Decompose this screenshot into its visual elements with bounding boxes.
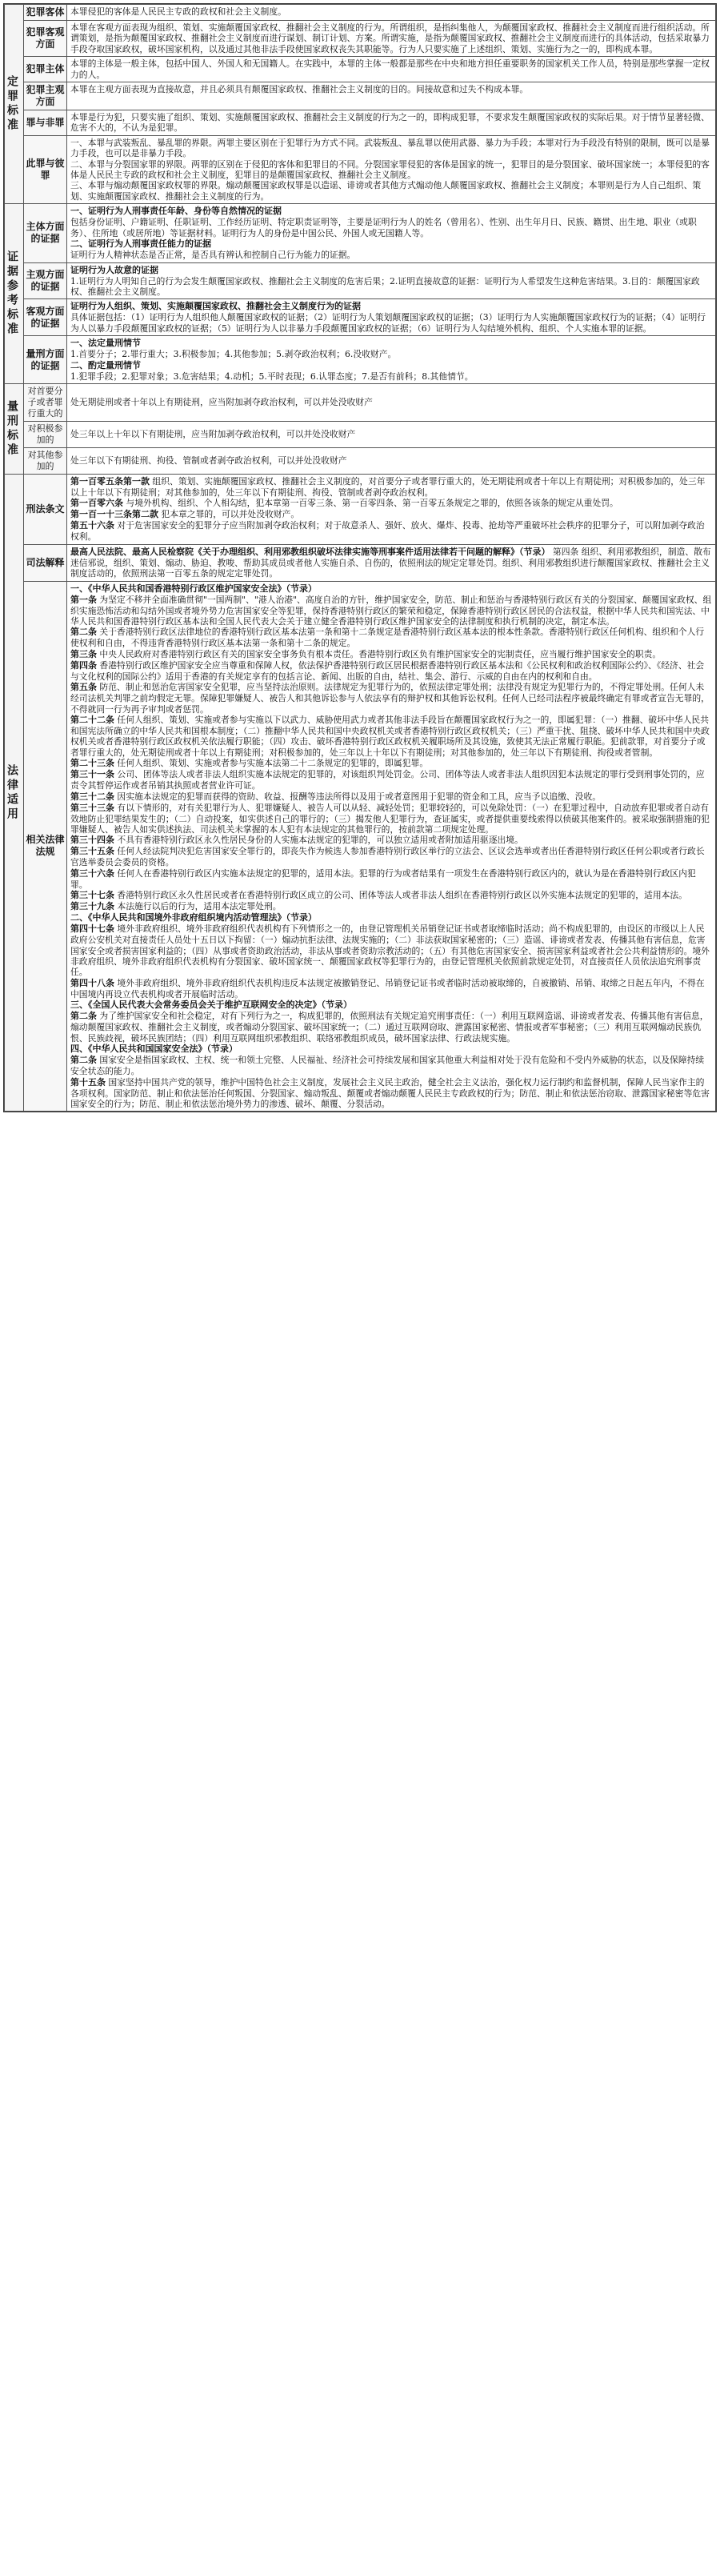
- law-article-title: 第五条: [70, 682, 97, 693]
- section-label: 法律适用: [6, 763, 18, 822]
- law-article-title: 第一条: [70, 594, 97, 605]
- content-line: 证明行为人精神状态是否正常，是否具有辨认和控制自己行为能力的证据。: [70, 250, 356, 261]
- section4-label-cell: [5, 474, 24, 1111]
- law-article-title: 第二十二条: [70, 715, 114, 725]
- law-article-title: 第二条: [70, 1055, 97, 1066]
- law-line: [70, 1055, 712, 1076]
- law-line: [70, 547, 712, 579]
- block-heading: 二、证明行为人刑事责任能力的证据: [70, 238, 211, 250]
- s3-row-content: [67, 421, 716, 447]
- section1-label-cell: [5, 5, 24, 204]
- law-line: [70, 1000, 712, 1011]
- s1-row-content: [67, 57, 716, 82]
- law-line: [70, 912, 712, 923]
- s1-row-content: [67, 135, 716, 203]
- law-line: [70, 1077, 712, 1110]
- law-article-text: 国家安全是指国家政权、主权、统一和领土完整、人民福祉、经济社会可持续发展和国家其他重大利益相对处于没有危险和不受内外威胁的状态，以及保障持续安全状态的能力。: [70, 1055, 705, 1077]
- law-line: [70, 835, 712, 846]
- law-article-title: 第一百零五条第一款: [70, 475, 150, 487]
- law-line: [70, 583, 712, 595]
- law-article-title: 三、《全国人民代表大会常务委员会关于维护互联网安全的决定》（节录）: [70, 1000, 352, 1011]
- s1-row: [5, 57, 716, 82]
- law-article-title: 第三十二条: [70, 791, 114, 802]
- s1-row-content: [67, 82, 716, 110]
- law-article-text: 公司、团体等法人或者非法人组织实施本法规定的犯罪的，对该组织判处罚金。公司、团体等法人或者非法人组织因犯本法规定的罪行受到刑事处罚的，应责令其暂停运作或者吊销其执照或者营业许可证。: [70, 769, 705, 791]
- content-line: 具体证据包括：（1）证明行为人组织他人颠覆国家政权的证据；（2）证明行为人策划颠覆国家政权的证据；（3）证明行为人实施颠覆国家政权行为的证据；（4）证明行为人以暴力手段颠覆国家政权的证据；（5）证明行为人以非暴力手段颠覆国家政权的证据；（6）证明行为人勾结境外机构、组织、个人实施本罪的证据。: [70, 312, 706, 334]
- sentencing-text: 处无期徒刑或者十年以上有期徒刑，应当附加剥夺政治权利，可以并处没收财产: [70, 397, 373, 408]
- s3-row-content: [67, 383, 716, 421]
- content-line: 1.首要分子；2.罪行重大；3.积极参加；4.其他参加；5.剥夺政治权利；6.没收财产。: [70, 349, 397, 360]
- sentencing-text: 处三年以下有期徒刑、拘役、管制或者剥夺政治权利，可以并处没收财产: [70, 455, 347, 467]
- s1-row-content: [67, 110, 716, 136]
- law-article-text: 因实施本法规定的犯罪而获得的资助、收益、报酬等违法所得以及用于或者意图用于犯罪的资金和工具，应当予以追缴、没收。: [114, 791, 602, 802]
- law-article-title: 最高人民法院、最高人民检察院《关于办理组织、利用邪教组织破坏法律实施等刑事案件适用法律若干问题的解释》（节录）: [70, 546, 550, 557]
- s1-row-label-cell: [24, 110, 67, 136]
- law-line: [70, 923, 712, 978]
- s3-row-content: [67, 447, 716, 474]
- s4-row-label-cell: [24, 544, 67, 581]
- law-article-text: 本法施行以后的行为，适用本法定罪处刑。: [114, 901, 282, 912]
- law-article-title: 第三十七条: [70, 890, 114, 901]
- law-line: [70, 715, 712, 758]
- law-article-title: 第三十九条: [70, 901, 114, 912]
- law-article-title: 第十五条: [70, 1076, 106, 1088]
- law-article-text: 境外非政府组织、境外非政府组织代表机构违反本法规定被撤销登记、吊销登记证书或者临时活动被取缔的，自被撤销、吊销、取缔之日起五年内，不得在中国境内再设立代表机构或者开展临时活动。: [70, 977, 705, 1000]
- law-article-title: 第五十六条: [70, 520, 114, 531]
- section3-label-cell: [5, 383, 24, 474]
- s1-row-content: [67, 5, 716, 21]
- law-article-text: 组织、策划、实施颠覆国家政权、推翻社会主义制度的，对首要分子或者罪行重大的，处无期徒刑或者十年以上有期徒刑；对积极参加的，处三年以上十年以下有期徒刑；对其他参加的，处三年以下有期徒刑、拘役、管制或者剥夺政治权利。: [70, 475, 706, 498]
- law-article-title: 第三十四条: [70, 835, 114, 846]
- s4-row-label-cell: [24, 581, 67, 1112]
- sentencing-text: 处三年以上十年以下有期徒刑，应当附加剥夺政治权利，可以并处没收财产: [70, 429, 356, 440]
- content-line: 本罪的主体是一般主体，包括中国人、外国人和无国籍人。在实践中，本罪的主体一般都是那些在中央和地方担任重要职务的国家机关工作人员，特别是那些掌握一定权力的人。: [70, 58, 710, 80]
- law-article-title: 第三十三条: [70, 802, 114, 813]
- content-line: 一、本罪与武装叛乱、暴乱罪的界限。两罪主要区别在于犯罪行为方式不同。武装叛乱、暴乱罪以使用武器、暴力为手段；本罪对行为手段没有特别的限制，既可以是暴力手段，也可以是非暴力手段。: [70, 137, 710, 159]
- law-line: [70, 769, 712, 791]
- law-line: [70, 758, 712, 769]
- s2-row-label-cell: [24, 336, 67, 384]
- row-label: 主观方面的证据: [26, 268, 65, 292]
- law-article-text: 关于香港特别行政区法律地位的香港特别行政区基本法第一条和第十二条规定是香港特别行政区基本法的根本性条款。香港特别行政区任何机构、组织和个人行使权利和自由，不得违背香港特别行政区基本法第一条和第十二条的规定。: [70, 627, 705, 649]
- content-line: 本罪在主观方面表现为直接故意，并且必须具有颠覆国家政权、推翻社会主义制度的目的。间接故意和过失不构成本罪。: [70, 84, 529, 95]
- s3-row-label-cell: [24, 383, 67, 421]
- block-heading: 一、法定量刑情节: [70, 338, 141, 349]
- law-line: [70, 509, 712, 520]
- s2-row-content: [67, 262, 716, 299]
- s1-row-label-cell: [24, 82, 67, 110]
- law-line: [70, 682, 712, 715]
- law-reference-sheet: [3, 3, 717, 1112]
- s4-row: [5, 474, 716, 544]
- content-line: 二、本罪与分裂国家罪的界限。两罪的区别在于侵犯的客体和犯罪目的不同。分裂国家罪侵犯的客体是国家的统一，犯罪目的是分裂国家、破坏国家统一；本罪侵犯的客体是人民民主专政的政权和社会主义制度，犯罪目的是颠覆国家政权、推翻社会主义制度。: [70, 158, 710, 181]
- law-article-text: 为了维护国家安全和社会稳定，对有下列行为之一，构成犯罪的，依照刑法有关规定追究刑事责任：（一）利用互联网造谣、诽谤或者发表、传播其他有害信息，煽动颠覆国家政权、推翻社会主义制度，或者煽动分裂国家、破坏国家统一；（二）通过互联网窃取、泄露国家秘密、情报或者军事秘密；（三）利用互联网煽动民族仇恨、民族歧视，破坏民族团结；（四）利用互联网组织邪教组织、联络邪教组织成员，破坏国家法律、行政法规实施。: [70, 1011, 709, 1044]
- s1-row: [5, 5, 716, 21]
- row-label: 司法解释: [26, 556, 65, 568]
- law-article-title: 第三条: [70, 648, 97, 659]
- law-article-title: 第三十一条: [70, 769, 114, 780]
- law-article-title: 第一百零六条: [70, 498, 123, 509]
- row-label: 对其他参加的: [27, 449, 63, 471]
- row-label: 对积极参加的: [27, 423, 63, 445]
- law-article-title: 四、《中华人民共和国国家安全法》（节录）: [70, 1044, 238, 1055]
- row-label: 相关法律法规: [26, 834, 65, 858]
- s2-row-content: [67, 299, 716, 336]
- block-heading: 证明行为人组织、策划、实施颠覆国家政权、推翻社会主义制度行为的证据: [70, 301, 361, 312]
- row-label: 主体方面的证据: [26, 221, 65, 245]
- content-line: 本罪在客观方面表现为组织、策划、实施颠覆国家政权、推翻社会主义制度的行为。所谓组织，是指纠集他人，为颠覆国家政权、推翻社会主义制度而进行组织活动。所谓策划，是指为颠覆国家政权、推翻社会主义制度而进行谋划、制订计划、方案。所谓实施，是指为颠覆国家政权、推翻社会主义制度而进行的具体活动，包括采取暴力手段夺取国家政权，破坏国家机构，以及通过其他非法手段使国家政权丧失其职能等。行为人只要实施了上述组织、策划、实施行为之一的，即构成本罪。: [70, 22, 710, 54]
- law-line: [70, 660, 712, 682]
- s3-row-label-cell: [24, 421, 67, 447]
- content-line: 本罪侵犯的客体是人民民主专政的政权和社会主义制度。: [70, 6, 286, 17]
- law-article-text: 任何人组织、策划、实施或者参与实施以下以武力、威胁使用武力或者其他非法手段旨在颠覆国家政权行为之一的，即属犯罪：（一）推翻、破坏中华人民共和国宪法所确立的中华人民共和国根本制度；（二）推翻中华人民共和国中央政权机关或者香港特别行政区政权机关；（三）严重干扰、阻挠、破坏中华人民共和国中央政权机关或者香港特别行政区政权机关依法履行职能；（四）攻击、破坏香港特别行政区政权机关履职场所及其设施，致使其无法正常履行职能。犯前款罪，对首要分子或者罪行重大的，处无期徒刑或者十年以上有期徒刑；对积极参加的，处三年以上十年以下有期徒刑；对其他参加的，处三年以下有期徒刑、拘役或者管制。: [70, 715, 710, 758]
- s1-row: [5, 110, 716, 136]
- law-article-text: 任何人经法院判决犯危害国家安全罪行的，即丧失作为候选人参加香港特别行政区举行的立法会、区议会选举或者出任香港特别行政区任何公职或者行政长官选举委员会委员的资格。: [70, 846, 705, 868]
- s4-row-content: [67, 581, 716, 1112]
- s3-row: [5, 421, 716, 447]
- reference-table: [4, 4, 716, 1112]
- row-label: 犯罪主观方面: [26, 84, 65, 108]
- law-line: [70, 1044, 712, 1055]
- law-line: [70, 1011, 712, 1044]
- row-label: 犯罪客体: [26, 6, 65, 18]
- law-line: [70, 868, 712, 890]
- s2-row: [5, 204, 716, 262]
- s2-row-label-cell: [24, 262, 67, 299]
- law-article-title: 第二条: [70, 627, 97, 638]
- s4-row: [5, 581, 716, 1112]
- row-label: 量刑方面的证据: [26, 347, 65, 371]
- law-article-text: 香港特别行政区维护国家安全应当尊重和保障人权，依法保护香港特别行政区居民根据香港特别行政区基本法和《公民权利和政治权利国际公约》、《经济、社会与文化权利的国际公约》适用于香港的有关规定享有的包括言论、新闻、出版的自由，结社、集会、游行、示威的自由在内的权利和自由。: [70, 659, 705, 682]
- row-label: 犯罪客观方面: [26, 26, 65, 50]
- row-label: 此罪与彼罪: [26, 158, 65, 182]
- law-article-title: 第四十七条: [70, 923, 114, 935]
- s2-row-label-cell: [24, 299, 67, 336]
- law-line: [70, 595, 712, 627]
- s4-row-content: [67, 544, 716, 581]
- law-line: [70, 978, 712, 1000]
- s1-row-label-cell: [24, 57, 67, 82]
- law-article-text: 对于危害国家安全的犯罪分子应当附加剥夺政治权利；对于故意杀人、强奸、放火、爆炸、投毒、抢劫等严重破坏社会秩序的犯罪分子，可以附加剥夺政治权利。: [70, 520, 705, 543]
- s2-row: [5, 336, 716, 384]
- law-article-text: 中央人民政府对香港特别行政区有关的国家安全事务负有根本责任。香港特别行政区负有维护国家安全的宪制责任，应当履行维护国家安全的职责。: [97, 648, 662, 659]
- law-line: [70, 803, 712, 835]
- law-article-title: 一、《中华人民共和国香港特别行政区维护国家安全法》（节录）: [70, 583, 317, 594]
- row-label: 罪与非罪: [26, 116, 65, 128]
- law-article-text: 香港特别行政区永久性居民或者在香港特别行政区成立的公司、团体等法人或者非法人组织在香港特别行政区以外实施本法规定的犯罪的，适用本法。: [114, 890, 688, 901]
- law-article-text: 境外非政府组织、境外非政府组织代表机构有下列情形之一的，由登记管理机关吊销登记证书或者取缔临时活动；尚不构成犯罪的，由设区的市级以上人民政府公安机关对直接责任人员处十五日以下拘留：（一）煽动抗拒法律、法规实施的；（二）非法获取国家秘密的；（三）造谣、诽谤或者发表、传播其他有害信息，危害国家安全或者损害国家利益的；（四）从事或者资助政治活动，非法从事或者资助宗教活动的；（五）有其他危害国家安全、损害国家利益或者社会公共利益情形的。境外非政府组织、境外非政府组织代表机构有分裂国家、破坏国家统一、颠覆国家政权等犯罪行为的，由登记管理机关依照前款规定处罚，对直接责任人员依法追究刑事责任。: [70, 923, 710, 978]
- row-label: 客观方面的证据: [26, 305, 65, 329]
- row-label: 犯罪主体: [26, 63, 65, 75]
- s2-row: [5, 262, 716, 299]
- law-article-text: 任何人组织、策划、实施或者参与实施本法第二十二条规定的犯罪的，即属犯罪。: [114, 758, 429, 769]
- law-article-text: 与境外机构、组织、个人相勾结，犯本章第一百零三条、第一百零四条、第一百零五条规定之罪的，依照各该条的规定从重处罚。: [123, 498, 618, 509]
- s1-row: [5, 21, 716, 57]
- s2-row: [5, 299, 716, 336]
- content-line: 三、本罪与煽动颠覆国家政权罪的界限。煽动颠覆国家政权罪是以造谣、诽谤或者其他方式煽动他人颠覆国家政权、推翻社会主义制度；本罪则是行为人自己组织、策划、实施颠覆国家政权、推翻社会主义制度的行为。: [70, 180, 702, 202]
- law-line: [70, 649, 712, 660]
- s1-row-label-cell: [24, 5, 67, 21]
- law-line: [70, 846, 712, 867]
- s4-row: [5, 544, 716, 581]
- block-heading: 证明行为人故意的证据: [70, 264, 158, 275]
- s4-row-content: [67, 474, 716, 544]
- content-line: 包括身份证明、户籍证明、任职证明、工作经历证明、特定职责证明等，主要是证明行为人的姓名（曾用名）、性别、出生年月日、民族、籍贯、出生地、职业（或职务）、住所地（或居所地）等证据材料。证明行为人的身份是中国公民、外国人或无国籍人等。: [70, 217, 697, 238]
- section2-label-cell: [5, 204, 24, 384]
- s3-row-label-cell: [24, 447, 67, 474]
- s3-row: [5, 383, 716, 421]
- block-heading: 一、证明行为人刑事责任年龄、身份等自然情况的证据: [70, 206, 282, 217]
- row-label: 对首要分子或者罪行重大的: [27, 385, 63, 419]
- s1-row-label-cell: [24, 135, 67, 203]
- law-article-title: 第四条: [70, 659, 97, 671]
- law-line: [70, 901, 712, 912]
- law-article-title: 第四十八条: [70, 977, 114, 988]
- law-article-title: 第三十五条: [70, 846, 114, 857]
- law-article-text: 防范、制止和惩治危害国家安全犯罪，应当坚持法治原则。法律规定为犯罪行为的，依照法律定罪处刑；法律没有规定为犯罪行为的，不得定罪处刑。任何人未经司法机关判罪之前均假定无罪。保障犯罪嫌疑人、被告人和其他诉讼参与人依法享有的辩护权和其他诉讼权利。任何人已经司法程序被最终确定有罪或者宣告无罪的，不得就同一行为再予审判或者惩罚。: [70, 682, 710, 715]
- s2-row-content: [67, 336, 716, 384]
- law-article-text: 为坚定不移并全面准确贯彻"一国两制"、"港人治港"、高度自治的方针，维护国家安全，防范、制止和惩治与香港特别行政区有关的分裂国家、颠覆国家政权、组织实施恐怖活动和勾结外国或者境外势力危害国家安全等犯罪，保持香港特别行政区的繁荣和稳定，保障香港特别行政区居民的合法权益，根据中华人民共和国宪法、中华人民共和国香港特别行政区基本法和全国人民代表大会关于建立健全香港特别行政区维护国家安全的法律制度和执行机制的决定，制定本法。: [70, 594, 712, 627]
- law-article-text: 有以下情形的，对有关犯罪行为人、犯罪嫌疑人、被告人可以从轻、减轻处罚；犯罪较轻的，可以免除处罚：（一）在犯罪过程中，自动放弃犯罪或者自动有效地防止犯罪结果发生的；（二）自动投案，如实供述自己的罪行的；（三）揭发他人犯罪行为，查证属实，或者提供重要线索得以侦破其他案件的。被采取强制措施的犯罪嫌疑人、被告人如实供述执法、司法机关未掌握的本人犯有本法规定的其他罪行的，按前款第二项规定处理。: [70, 802, 710, 835]
- law-article-title: 二、《中华人民共和国境外非政府组织境内活动管理法》（节录）: [70, 912, 317, 923]
- law-article-text: 犯本章之罪的，可以并处没收财产。: [158, 509, 300, 520]
- s1-row-content: [67, 21, 716, 57]
- content-line: 本罪是行为犯，只要实施了组织、策划、实施颠覆国家政权、推翻社会主义制度的行为之一的，即构成犯罪，不要求发生颠覆国家政权的实际后果。对于情节显著轻微、危害不大的，不认为是犯罪。: [70, 112, 710, 134]
- law-article-text: 第四条 组织、利用邪教组织，制造、散布迷信邪说，组织、策划、煽动、胁迫、教唆、帮助其成员或者他人实施自杀、自伤的，依照刑法的规定定罪处罚。组织、利用邪教组织进行颠覆国家政权、推翻社会主义制度活动的，依照刑法第一百零五条的规定定罪处罚。: [70, 546, 711, 579]
- block-heading: 二、酌定量刑情节: [70, 359, 141, 371]
- law-article-title: 第二十三条: [70, 758, 114, 769]
- law-article-text: 不具有香港特别行政区永久性居民身份的人实施本法规定的犯罪的，可以独立适用或者附加适用驱逐出境。: [114, 835, 523, 846]
- law-line: [70, 520, 712, 542]
- law-line: [70, 890, 712, 901]
- s1-row-label-cell: [24, 21, 67, 57]
- row-label: 刑法条文: [26, 503, 65, 515]
- law-line: [70, 627, 712, 648]
- law-line: [70, 498, 712, 509]
- law-article-title: 第三十六条: [70, 867, 114, 879]
- law-article-title: 第二条: [70, 1011, 97, 1022]
- s1-row: [5, 135, 716, 203]
- content-line: 1.证明行为人明知自己的行为会发生颠覆国家政权、推翻社会主义制度的危害后果；2.证明直接故意的证据：证明行为人希望发生这种危害结果。3.目的：颠覆国家政权、推翻社会主义制度。: [70, 275, 700, 297]
- law-article-title: 第一百一十三条第二款: [70, 509, 158, 520]
- s2-row-content: [67, 204, 716, 262]
- section-label: 定罪标准: [6, 75, 18, 134]
- s2-row-label-cell: [24, 204, 67, 262]
- s3-row: [5, 447, 716, 474]
- section-label: 量刑标准: [6, 399, 18, 458]
- section-label: 证据参考标准: [6, 250, 18, 338]
- law-line: [70, 476, 712, 498]
- law-article-text: 国家坚持中国共产党的领导，维护中国特色社会主义制度，发展社会主义民主政治，健全社会主义法治，强化权力运行制约和监督机制，保障人民当家作主的各项权利。国家防范、制止和依法惩治任何叛国、分裂国家、煽动叛乱、颠覆或者煽动颠覆人民民主专政政权的行为；防范、制止和依法惩治窃取、泄露国家秘密等危害国家安全的行为；防范、制止和依法惩治境外势力的渗透、破坏、颠覆、分裂活动。: [70, 1076, 710, 1109]
- content-line: 1.犯罪手段；2.犯罪对象；3.危害结果；4.动机；5.平时表现；6.认罪态度；7.是否有前科；8.其他情节。: [70, 371, 474, 382]
- law-article-text: 任何人在香港特别行政区内实施本法规定的犯罪的，适用本法。犯罪的行为或者结果有一项发生在香港特别行政区内的，就认为是在香港特别行政区内犯罪。: [70, 867, 696, 890]
- s1-row: [5, 82, 716, 110]
- law-line: [70, 791, 712, 803]
- s4-row-label-cell: [24, 474, 67, 544]
